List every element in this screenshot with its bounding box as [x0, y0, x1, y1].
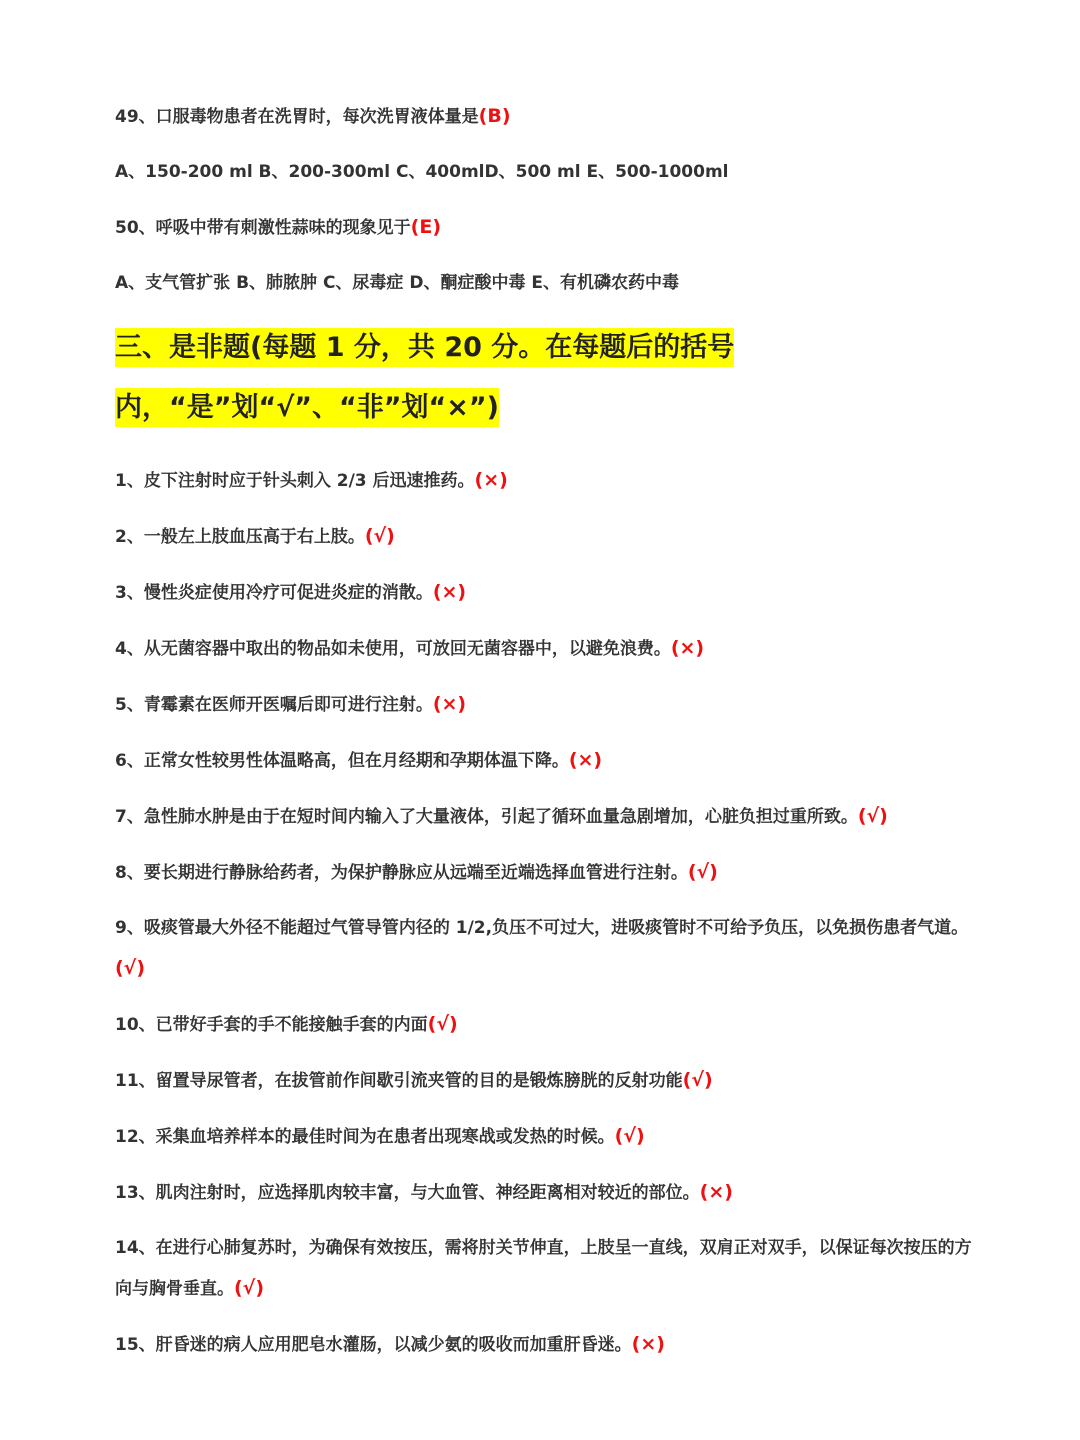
tf-item-9: [115, 908, 975, 989]
tf-item-text: 7、急性肺水肿是由于在短时间内输入了大量液体，引起了循环血量急剧增加，心脏负担过重所致。: [115, 807, 858, 827]
answer-mark: (√): [682, 1069, 713, 1091]
answer-mark: (√): [857, 805, 888, 827]
section-heading: [115, 318, 975, 438]
tf-item-text: 15、肝昏迷的病人应用肥皂水灌肠，以减少氨的吸收而加重肝昏迷。: [115, 1335, 632, 1355]
answer-mark: (√): [115, 957, 146, 979]
answer-mark: (√): [427, 1013, 458, 1035]
question-text: 49、口服毒物患者在洗胃时，每次洗胃液体量是: [115, 107, 479, 127]
answer-mark: (×): [699, 1181, 733, 1203]
section-heading-text: 三、是非题(每题 1 分，共 20 分。在每题后的括号内，“是”划“√”、“非”划“×”): [115, 328, 734, 427]
tf-item-text: 3、慢性炎症使用冷疗可促进炎症的消散。: [115, 583, 433, 603]
tf-item-text: 9、吸痰管最大外径不能超过气管导管内径的 1/2,负压不可过大，进吸痰管时不可给予负压，以免损伤患者气道。: [115, 918, 969, 938]
tf-item-5: [115, 684, 975, 725]
answer-mark: (E): [410, 216, 442, 238]
answer-mark: (√): [234, 1277, 265, 1299]
question-50-options: [115, 263, 975, 303]
question-text: 50、呼吸中带有刺激性蒜味的现象见于: [115, 218, 411, 238]
answer-mark: (×): [568, 749, 603, 771]
tf-item-text: 5、青霉素在医师开医嘱后即可进行注射。: [115, 695, 433, 715]
options-text: A、150-200 ml B、200-300ml C、400mlD、500 ml E、500-1000ml: [115, 162, 729, 182]
question-49: [115, 96, 975, 137]
answer-mark: (√): [364, 525, 395, 547]
answer-mark: (B): [478, 105, 511, 127]
tf-item-2: [115, 516, 975, 557]
answer-mark: (√): [687, 861, 718, 883]
answer-mark: (×): [474, 469, 508, 491]
answer-mark: (×): [432, 693, 467, 715]
tf-item-text: 10、已带好手套的手不能接触手套的内面: [115, 1015, 428, 1035]
tf-item-7: [115, 796, 975, 837]
tf-item-6: [115, 740, 975, 781]
tf-item-text: 13、肌肉注射时，应选择肌肉较丰富，与大血管、神经距离相对较近的部位。: [115, 1183, 700, 1203]
tf-item-1: [115, 460, 975, 501]
tf-item-3: [115, 572, 975, 613]
tf-item-8: [115, 852, 975, 893]
tf-item-text: 2、一般左上肢血压高于右上肢。: [115, 527, 365, 547]
tf-item-14: [115, 1228, 975, 1309]
tf-item-text: 8、要长期进行静脉给药者，为保护静脉应从远端至近端选择血管进行注射。: [115, 863, 688, 883]
answer-mark: (×): [432, 581, 467, 603]
tf-item-15: [115, 1324, 975, 1365]
tf-item-text: 4、从无菌容器中取出的物品如未使用，可放回无菌容器中，以避免浪费。: [115, 639, 671, 659]
tf-item-12: [115, 1116, 975, 1157]
tf-item-4: [115, 628, 975, 669]
tf-item-text: 14、在进行心肺复苏时，为确保有效按压，需将肘关节伸直，上肢呈一直线，双肩正对双手，以保证每次按压的方向与胸骨垂直。: [115, 1238, 972, 1299]
document-page: [115, 96, 975, 1380]
tf-item-text: 12、采集血培养样本的最佳时间为在患者出现寒战或发热的时候。: [115, 1127, 615, 1147]
tf-item-text: 6、正常女性较男性体温略高，但在月经期和孕期体温下降。: [115, 751, 569, 771]
tf-item-11: [115, 1060, 975, 1101]
answer-mark: (×): [631, 1333, 665, 1355]
tf-item-text: 1、皮下注射时应于针头刺入 2/3 后迅速推药。: [115, 471, 475, 491]
answer-mark: (√): [614, 1125, 645, 1147]
question-49-options: [115, 152, 975, 192]
tf-item-text: 11、留置导尿管者，在拔管前作间歇引流夹管的目的是锻炼膀胱的反射功能: [115, 1071, 683, 1091]
question-50: [115, 207, 975, 248]
tf-item-13: [115, 1172, 975, 1213]
answer-mark: (×): [670, 637, 705, 659]
options-text: A、支气管扩张 B、肺脓肿 C、尿毒症 D、酮症酸中毒 E、有机磷农药中毒: [115, 273, 679, 293]
tf-item-10: [115, 1004, 975, 1045]
